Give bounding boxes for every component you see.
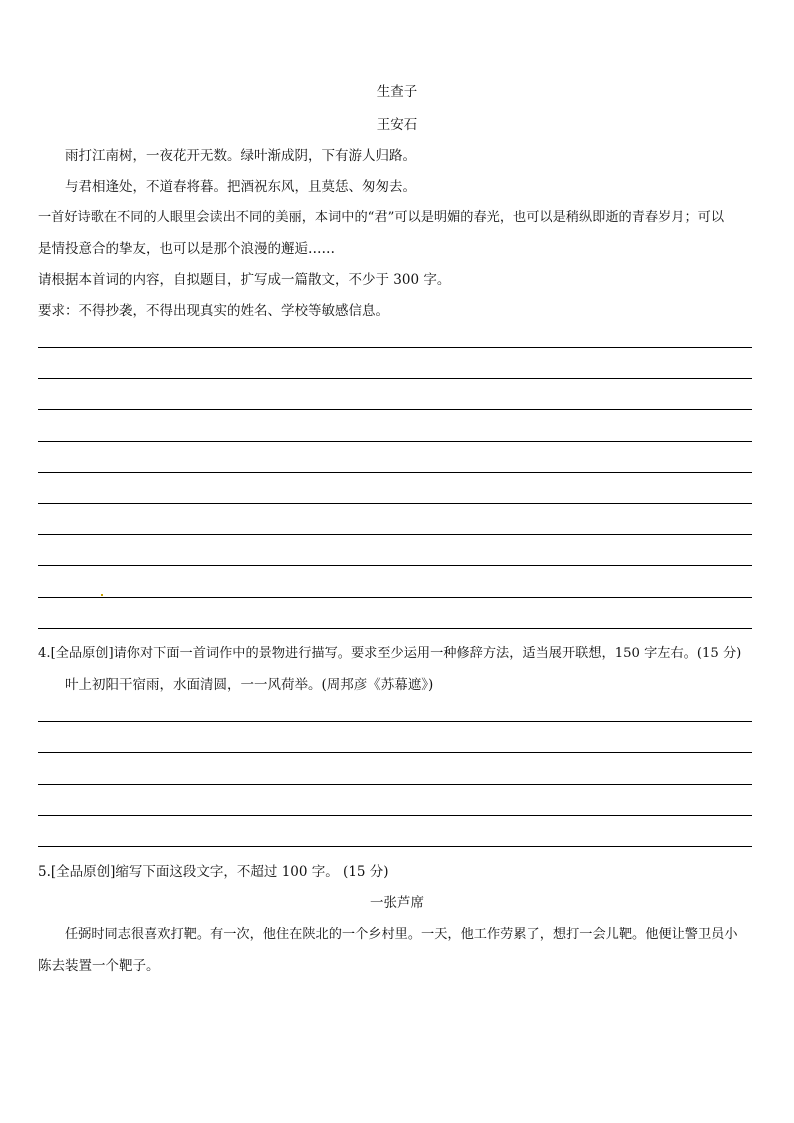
- answer-line[interactable]: [38, 846, 752, 847]
- answer-line[interactable]: [38, 409, 752, 410]
- answer-line[interactable]: [38, 534, 752, 535]
- q4-prompt: 4.[全品原创]请你对下面一首词作中的景物进行描写。要求至少运用一种修辞方法，适当展开联想，150 字左右。(15 分): [38, 646, 742, 661]
- q3-requirement: 要求：不得抄袭，不得出现真实的姓名、学校等敏感信息。: [38, 303, 389, 319]
- answer-line[interactable]: [38, 565, 752, 566]
- q4-quote: 叶上初阳干宿雨，水面清圆，一一风荷举。(周邦彦《苏幕遮》): [65, 677, 434, 693]
- answer-line[interactable]: [38, 597, 752, 598]
- passage-line-2: 陈去装置一个靶子。: [38, 958, 160, 974]
- answer-line[interactable]: [38, 784, 752, 785]
- stray-mark: [101, 594, 103, 596]
- answer-line[interactable]: [38, 472, 752, 473]
- answer-line[interactable]: [38, 628, 752, 629]
- answer-line[interactable]: [38, 815, 752, 816]
- q3-intro-line-1: 一首好诗歌在不同的人眼里会读出不同的美丽，本词中的“君”可以是明媚的春光，也可以是稍纵即逝的青春岁月；可以: [38, 210, 725, 225]
- passage-line-1: 任弼时同志很喜欢打靶。有一次，他住在陕北的一个乡村里。一天，他工作劳累了，想打一会儿靶。他便让警卫员小: [65, 927, 738, 942]
- q5-prompt: 5.[全品原创]缩写下面这段文字，不超过 100 字。 (15 分): [38, 864, 389, 880]
- answer-line[interactable]: [38, 721, 752, 722]
- answer-line[interactable]: [38, 441, 752, 442]
- poem-author: 王安石: [376, 117, 418, 133]
- passage-title: 一张芦席: [370, 895, 424, 911]
- answer-line[interactable]: [38, 378, 752, 379]
- poem-title: 生查子: [376, 84, 418, 100]
- answer-line[interactable]: [38, 503, 752, 504]
- poem-line-1: 雨打江南树，一夜花开无数。绿叶渐成阴，下有游人归路。: [65, 148, 416, 164]
- q3-intro-line-2: 是情投意合的挚友，也可以是那个浪漫的邂逅……: [38, 241, 335, 257]
- answer-line[interactable]: [38, 752, 752, 753]
- poem-line-2: 与君相逢处，不道春将暮。把酒祝东风，且莫恁、匆匆去。: [65, 179, 416, 195]
- q3-instruction: 请根据本首词的内容，自拟题目，扩写成一篇散文，不少于 300 字。: [38, 272, 451, 288]
- answer-line[interactable]: [38, 347, 752, 348]
